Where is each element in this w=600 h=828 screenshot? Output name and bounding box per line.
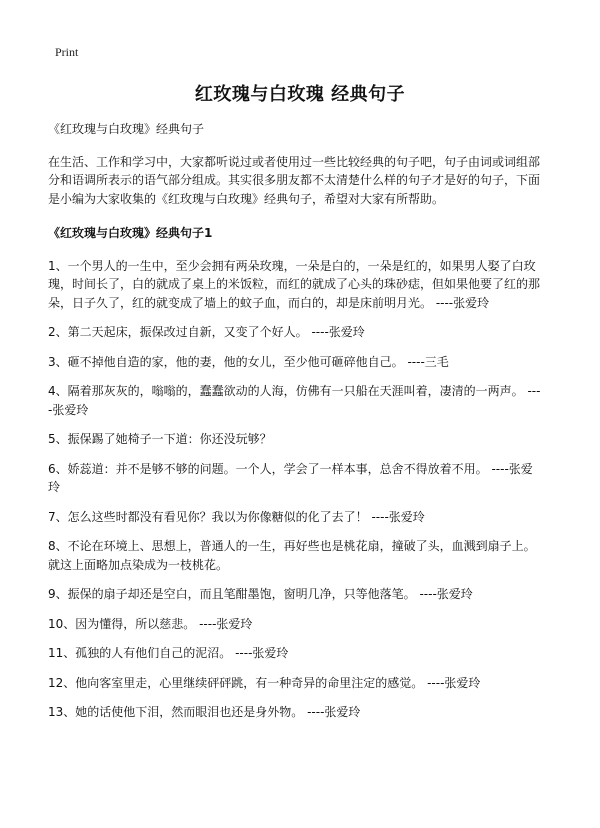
list-item: 1、一个男人的一生中，至少会拥有两朵玫瑰，一朵是白的，一朵是红的，如果男人娶了白玫瑰，时间长了，白的就成了桌上的米饭粒，而红的就成了心头的珠砂痣，但如果他要了红的那朵，日子久了，红的就变成了墙上的蚊子血，而白的，却是床前明月光。 ----张爱玲 [48,258,541,310]
list-item: 5、振保踢了她椅子一下道：你还没玩够？ [48,432,272,446]
list-item: 10、因为懂得，所以慈悲。 ----张爱玲 [48,616,253,631]
list-item: 7、怎么这些时都没有看见你？我以为你像糖似的化了去了！ ----张爱玲 [48,509,425,524]
section-heading: 《红玫瑰与白玫瑰》经典句子1 [48,226,213,240]
list-item: 4、隔着那灰灰的，嗡嗡的，蠢蠢欲动的人海，仿佛有一只船在天涯叫着，凄清的一两声。 ----张爱玲 [48,384,541,417]
list-item: 11、孤独的人有他们自己的泥沼。 ----张爱玲 [48,646,289,660]
list-item: 2、第二天起床，振保改过自新，又变了个好人。 ----张爱玲 [48,325,365,339]
document-body [48,120,542,722]
document-subtitle: 《红玫瑰与白玫瑰》经典句子 [48,122,205,136]
print-link[interactable]: Print [55,45,79,59]
list-item: 6、娇蕊道：并不是够不够的问题。一个人，学会了一样本事，总舍不得放着不用。 ----张爱玲 [48,461,533,494]
list-item: 3、砸不掉他自造的家，他的妻，他的女儿，至少他可砸碎他自己。 ----三毛 [48,354,449,369]
intro-paragraph: 在生活、工作和学习中，大家都听说过或者使用过一些比较经典的句子吧，句子由词或词组部分和语调所表示的语气部分组成。其实很多朋友都不太清楚什么样的句子才是好的句子，下面是小编为大家收集的《红玫瑰与白玫瑰》经典句子，希望对大家有所帮助。 [48,154,541,206]
list-item: 8、不论在环境上、思想上，普通人的一生，再好些也是桃花扇，撞破了头，血溅到扇子上。就这上面略加点染成为一枝桃花。 [48,539,536,572]
list-item: 12、他向客室里走，心里继续砰砰跳，有一种奇异的命里注定的感觉。 ----张爱玲 [48,675,481,690]
list-item: 9、振保的扇子却还是空白，而且笔酣墨饱，窗明几净，只等他落笔。 ----张爱玲 [48,587,473,601]
page-title: 红玫瑰与白玫瑰 经典句子 [194,84,406,105]
list-item: 13、她的话使他下泪，然而眼泪也还是身外物。 ----张爱玲 [48,705,361,719]
